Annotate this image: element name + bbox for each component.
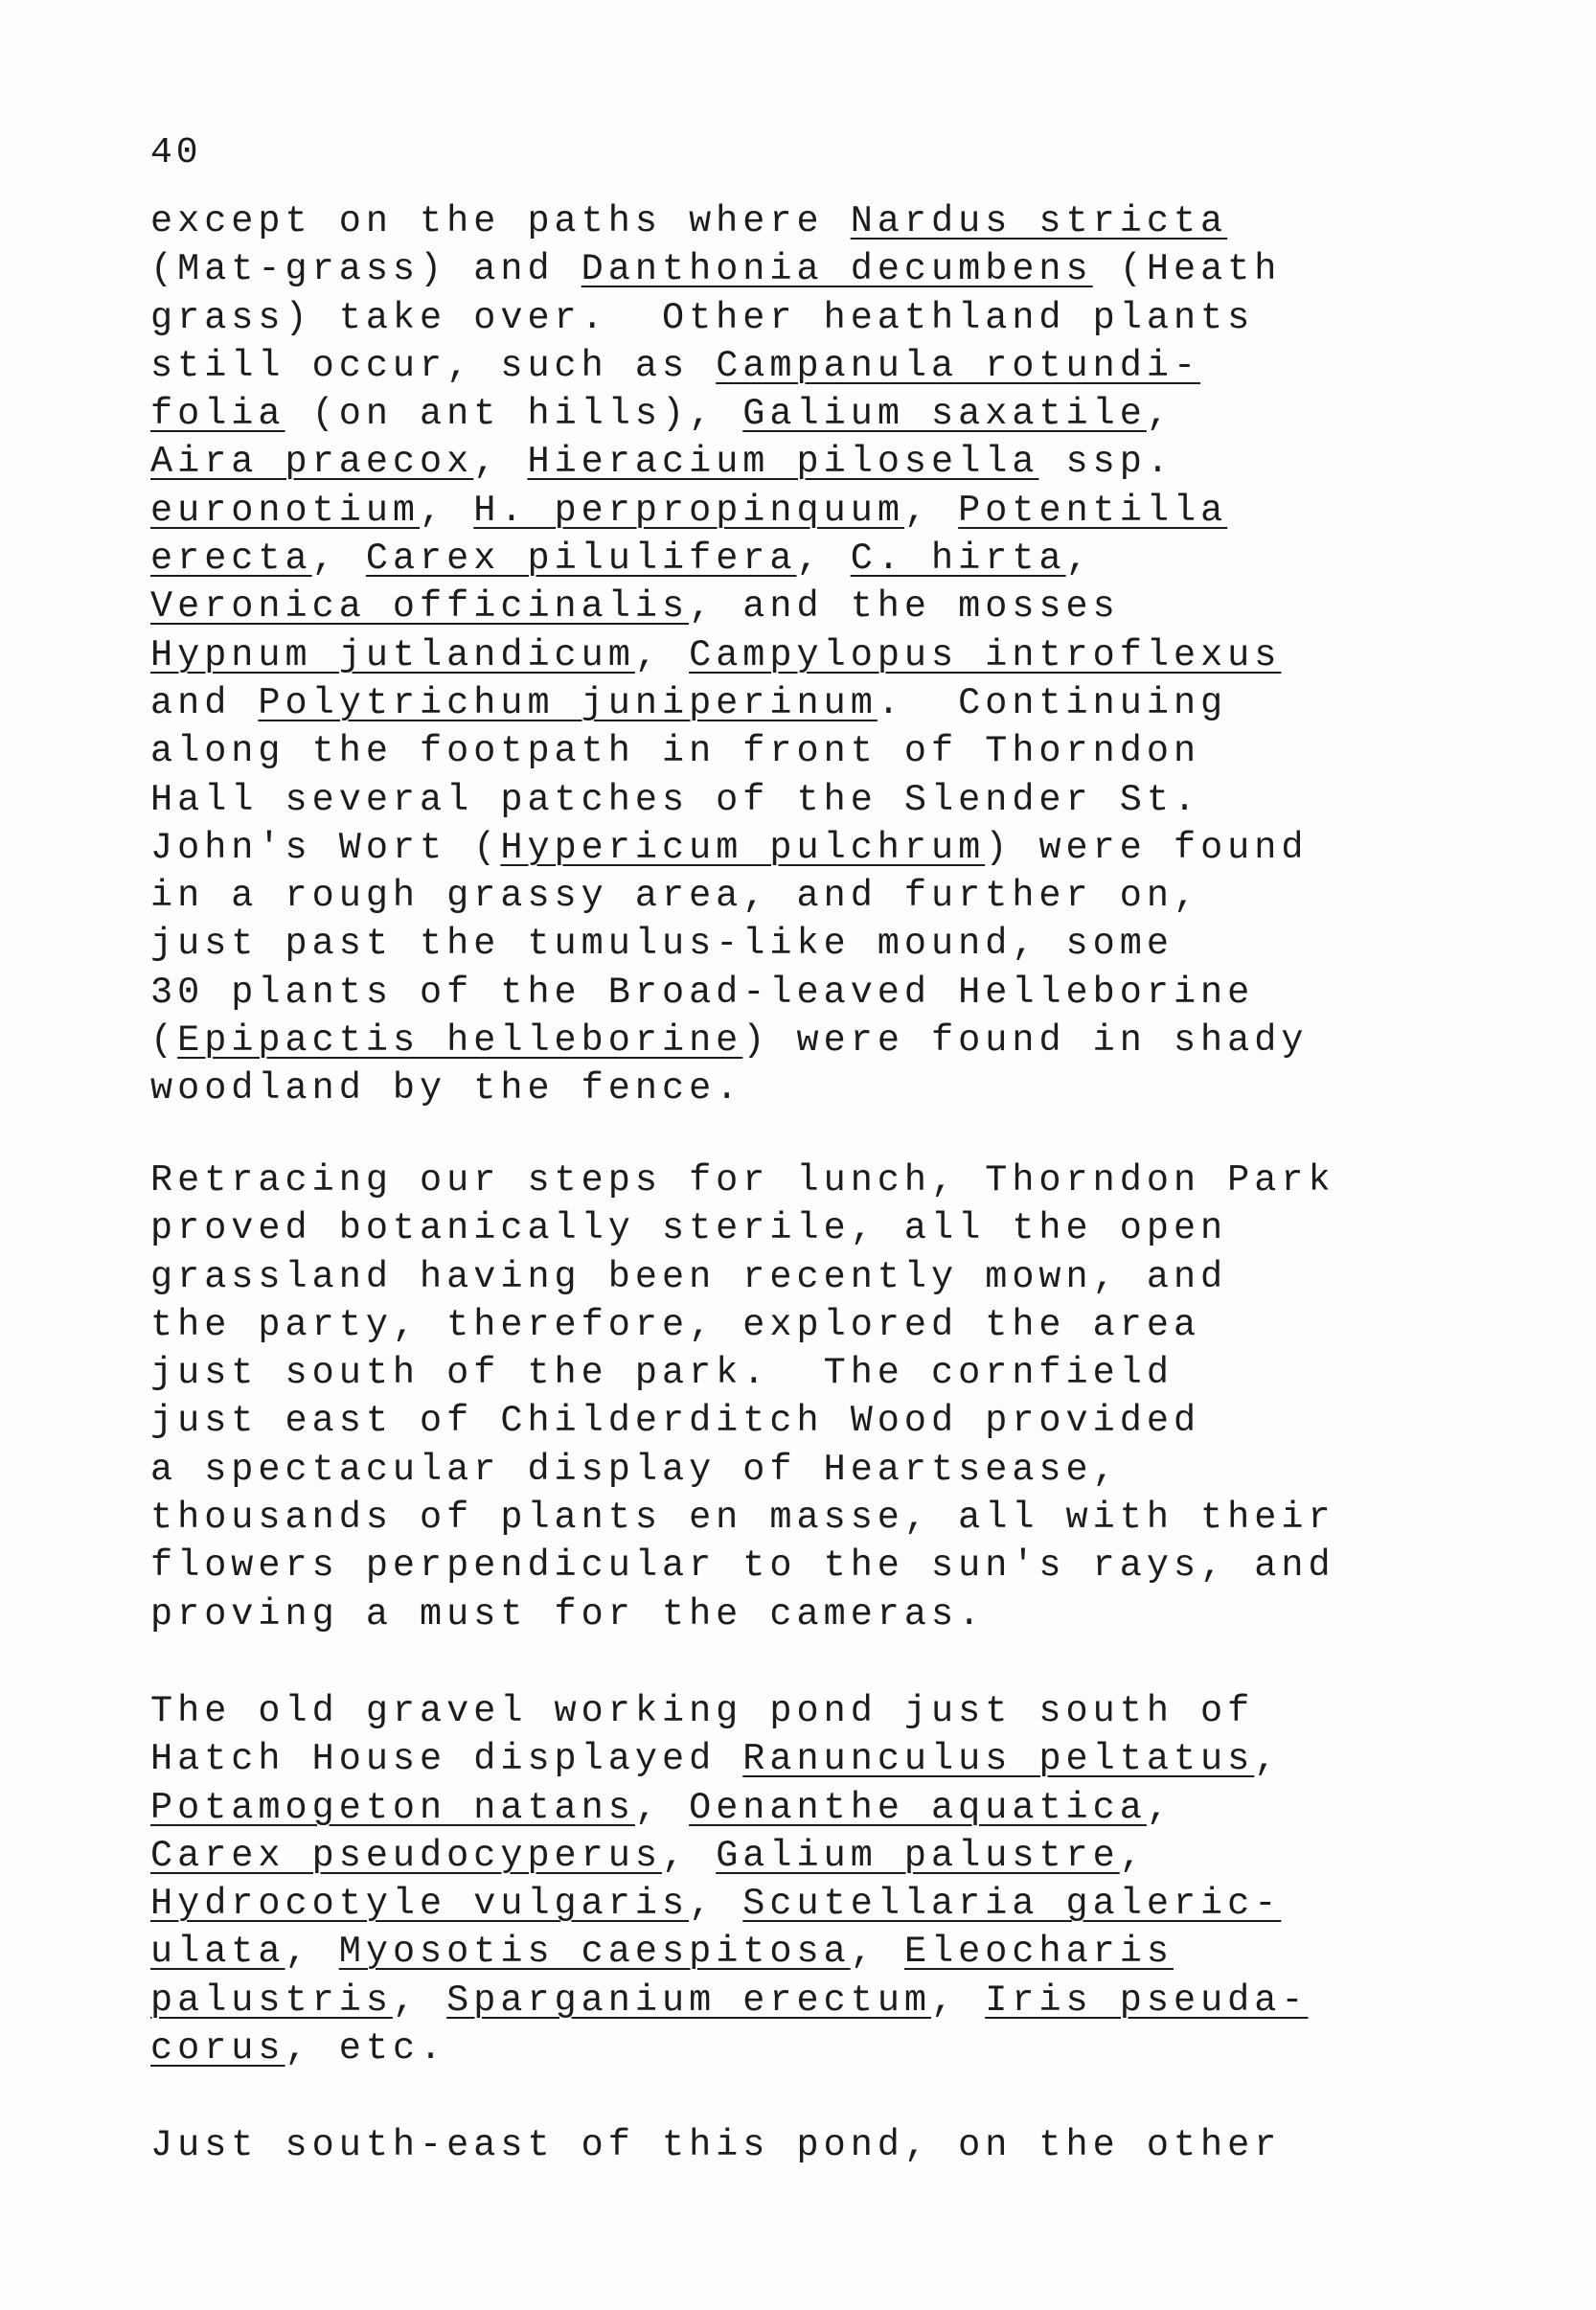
text-run: , bbox=[634, 633, 690, 676]
species-name: Iris pseuda- bbox=[985, 1978, 1309, 2022]
species-name: palustris bbox=[150, 1978, 393, 2022]
text-run: , and the mosses bbox=[689, 585, 1120, 629]
species-name: ulata bbox=[150, 1931, 285, 1974]
text-run: The old gravel working pond just south of bbox=[150, 1690, 1255, 1732]
species-name: Hypnum jutlandicum bbox=[150, 633, 635, 676]
text-run: ) were found bbox=[985, 826, 1309, 869]
text-run: , bbox=[850, 1931, 904, 1974]
text-run: ) were found in shady bbox=[742, 1019, 1309, 1063]
paragraph-gravel-pond bbox=[150, 1687, 1425, 2072]
text-line bbox=[150, 1064, 1425, 1112]
paragraph-lunch bbox=[150, 1156, 1425, 1638]
text-run: , etc. bbox=[285, 2027, 447, 2070]
text-run: and bbox=[150, 681, 259, 724]
text-line bbox=[150, 1542, 1425, 1590]
text-line bbox=[150, 872, 1425, 920]
text-run: , bbox=[392, 1978, 447, 2022]
species-name: Nardus stricta bbox=[850, 200, 1228, 242]
text-line bbox=[150, 1735, 1425, 1783]
text-line bbox=[150, 487, 1425, 535]
text-line bbox=[150, 776, 1425, 824]
text-line bbox=[150, 1880, 1425, 1928]
text-line bbox=[150, 245, 1425, 293]
text-run: , bbox=[931, 1978, 986, 2022]
text-line bbox=[150, 679, 1425, 727]
text-run: , bbox=[1146, 1786, 1174, 1829]
species-name: Campylopus introflexus bbox=[689, 633, 1282, 676]
text-line bbox=[150, 1349, 1425, 1397]
text-line bbox=[150, 631, 1425, 679]
text-run: along the footpath in front of Thorndon bbox=[150, 730, 1201, 773]
text-line bbox=[150, 1253, 1425, 1301]
text-run: , bbox=[420, 489, 474, 532]
species-name: Epipactis helleborine bbox=[177, 1019, 743, 1063]
species-name: erecta bbox=[150, 537, 312, 581]
text-run: flowers perpendicular to the sun's rays, and bbox=[150, 1544, 1335, 1588]
text-run: proved botanically sterile, all the open bbox=[150, 1207, 1228, 1250]
text-run: Retracing our steps for lunch, Thorndon Park bbox=[150, 1159, 1335, 1201]
paragraph-habitats bbox=[150, 197, 1425, 1113]
text-run: . Continuing bbox=[877, 681, 1228, 724]
species-name: Scutellaria galeric- bbox=[742, 1883, 1282, 1926]
text-line bbox=[150, 1397, 1425, 1445]
text-run: Just south-east of this pond, on the other bbox=[150, 2124, 1282, 2166]
text-line bbox=[150, 1156, 1425, 1204]
species-name: Galium palustre bbox=[716, 1834, 1120, 1877]
text-run: Hatch House displayed bbox=[150, 1738, 743, 1781]
text-run: still occur, such as bbox=[150, 344, 717, 387]
species-name: C. hirta bbox=[850, 537, 1066, 581]
text-run: except on the paths where bbox=[150, 200, 851, 242]
text-run: , bbox=[1146, 393, 1174, 436]
text-run: , bbox=[689, 1883, 743, 1926]
species-name: Potamogeton natans bbox=[150, 1786, 635, 1829]
species-name: folia bbox=[150, 393, 285, 436]
text-run: thousands of plants en masse, all with their bbox=[150, 1497, 1335, 1540]
text-line bbox=[150, 1928, 1425, 1976]
text-run: just east of Childerditch Wood provided bbox=[150, 1400, 1201, 1443]
species-name: Polytrichum juniperinum bbox=[258, 681, 878, 724]
species-name: Hypericum pulchrum bbox=[500, 826, 986, 869]
text-run: , bbox=[285, 1931, 339, 1974]
text-run: John's Wort ( bbox=[150, 826, 501, 869]
text-run: (on ant hills), bbox=[285, 393, 743, 436]
text-line bbox=[150, 1017, 1425, 1064]
text-run: ( bbox=[150, 1019, 178, 1063]
text-run: , bbox=[661, 1834, 717, 1877]
text-line bbox=[150, 1832, 1425, 1880]
text-run: just south of the park. The cornfield bbox=[150, 1352, 1174, 1395]
species-name: Aira praecox bbox=[150, 441, 474, 484]
text-line bbox=[150, 197, 1425, 245]
text-line bbox=[150, 342, 1425, 390]
species-name: Sparganium erectum bbox=[446, 1978, 932, 2022]
text-line bbox=[150, 583, 1425, 630]
species-name: Carex pilulifera bbox=[365, 537, 797, 581]
text-run: , bbox=[473, 441, 528, 484]
text-run: 30 plants of the Broad-leaved Helleborine bbox=[150, 971, 1255, 1014]
species-name: Carex pseudocyperus bbox=[150, 1834, 662, 1877]
text-run: , bbox=[1119, 1834, 1147, 1877]
species-name: euronotium bbox=[150, 489, 421, 532]
text-run: a spectacular display of Heartsease, bbox=[150, 1448, 1120, 1491]
species-name: Ranunculus peltatus bbox=[742, 1738, 1255, 1781]
species-name: Veronica officinalis bbox=[150, 585, 690, 629]
text-run: in a rough grassy area, and further on, bbox=[150, 875, 1201, 918]
text-line bbox=[150, 1494, 1425, 1542]
text-line bbox=[150, 2121, 1425, 2169]
text-line bbox=[150, 1446, 1425, 1494]
text-run: , bbox=[903, 489, 959, 532]
text-line bbox=[150, 390, 1425, 438]
species-name: Danthonia decumbens bbox=[581, 248, 1093, 291]
species-name: Potentilla bbox=[958, 489, 1228, 532]
species-name: Myosotis caespitosa bbox=[338, 1931, 851, 1974]
page-number: 40 bbox=[150, 132, 202, 173]
text-line bbox=[150, 824, 1425, 872]
text-run: ssp. bbox=[1038, 441, 1174, 484]
text-run: , bbox=[1254, 1738, 1282, 1781]
species-name: H. perpropinquum bbox=[473, 489, 904, 532]
text-line bbox=[150, 1784, 1425, 1832]
text-run: , bbox=[634, 1786, 690, 1829]
text-line bbox=[150, 1301, 1425, 1349]
text-line bbox=[150, 920, 1425, 968]
text-line bbox=[150, 1687, 1425, 1735]
text-line bbox=[150, 535, 1425, 583]
text-line bbox=[150, 727, 1425, 775]
species-name: Eleocharis bbox=[903, 1931, 1174, 1974]
text-run: , bbox=[796, 537, 851, 581]
text-run: Hall several patches of the Slender St. bbox=[150, 778, 1201, 821]
text-run: , bbox=[311, 537, 366, 581]
species-name: Galium saxatile bbox=[742, 393, 1147, 436]
species-name: corus bbox=[150, 2027, 285, 2070]
text-run: grassland having been recently mown, and bbox=[150, 1255, 1228, 1298]
species-name: Oenanthe aquatica bbox=[689, 1786, 1147, 1829]
paragraph-continuation bbox=[150, 2121, 1425, 2169]
text-run: woodland by the fence. bbox=[150, 1067, 743, 1110]
text-run: the party, therefore, explored the area bbox=[150, 1303, 1201, 1346]
text-run: proving a must for the cameras. bbox=[150, 1592, 986, 1635]
text-line bbox=[150, 294, 1425, 342]
text-line bbox=[150, 1590, 1425, 1638]
text-run: (Heath bbox=[1092, 248, 1282, 291]
text-run: , bbox=[1065, 537, 1093, 581]
text-run: just past the tumulus-like mound, some bbox=[150, 923, 1174, 966]
text-run: (Mat-grass) and bbox=[150, 248, 581, 291]
text-line bbox=[150, 1977, 1425, 2024]
text-run: grass) take over. Other heathland plants bbox=[150, 296, 1255, 339]
text-line bbox=[150, 969, 1425, 1017]
species-name: Campanula rotundi- bbox=[716, 344, 1201, 387]
text-line bbox=[150, 1204, 1425, 1252]
species-name: Hieracium pilosella bbox=[527, 441, 1039, 484]
species-name: Hydrocotyle vulgaris bbox=[150, 1883, 690, 1926]
text-line bbox=[150, 438, 1425, 486]
text-line bbox=[150, 2024, 1425, 2072]
